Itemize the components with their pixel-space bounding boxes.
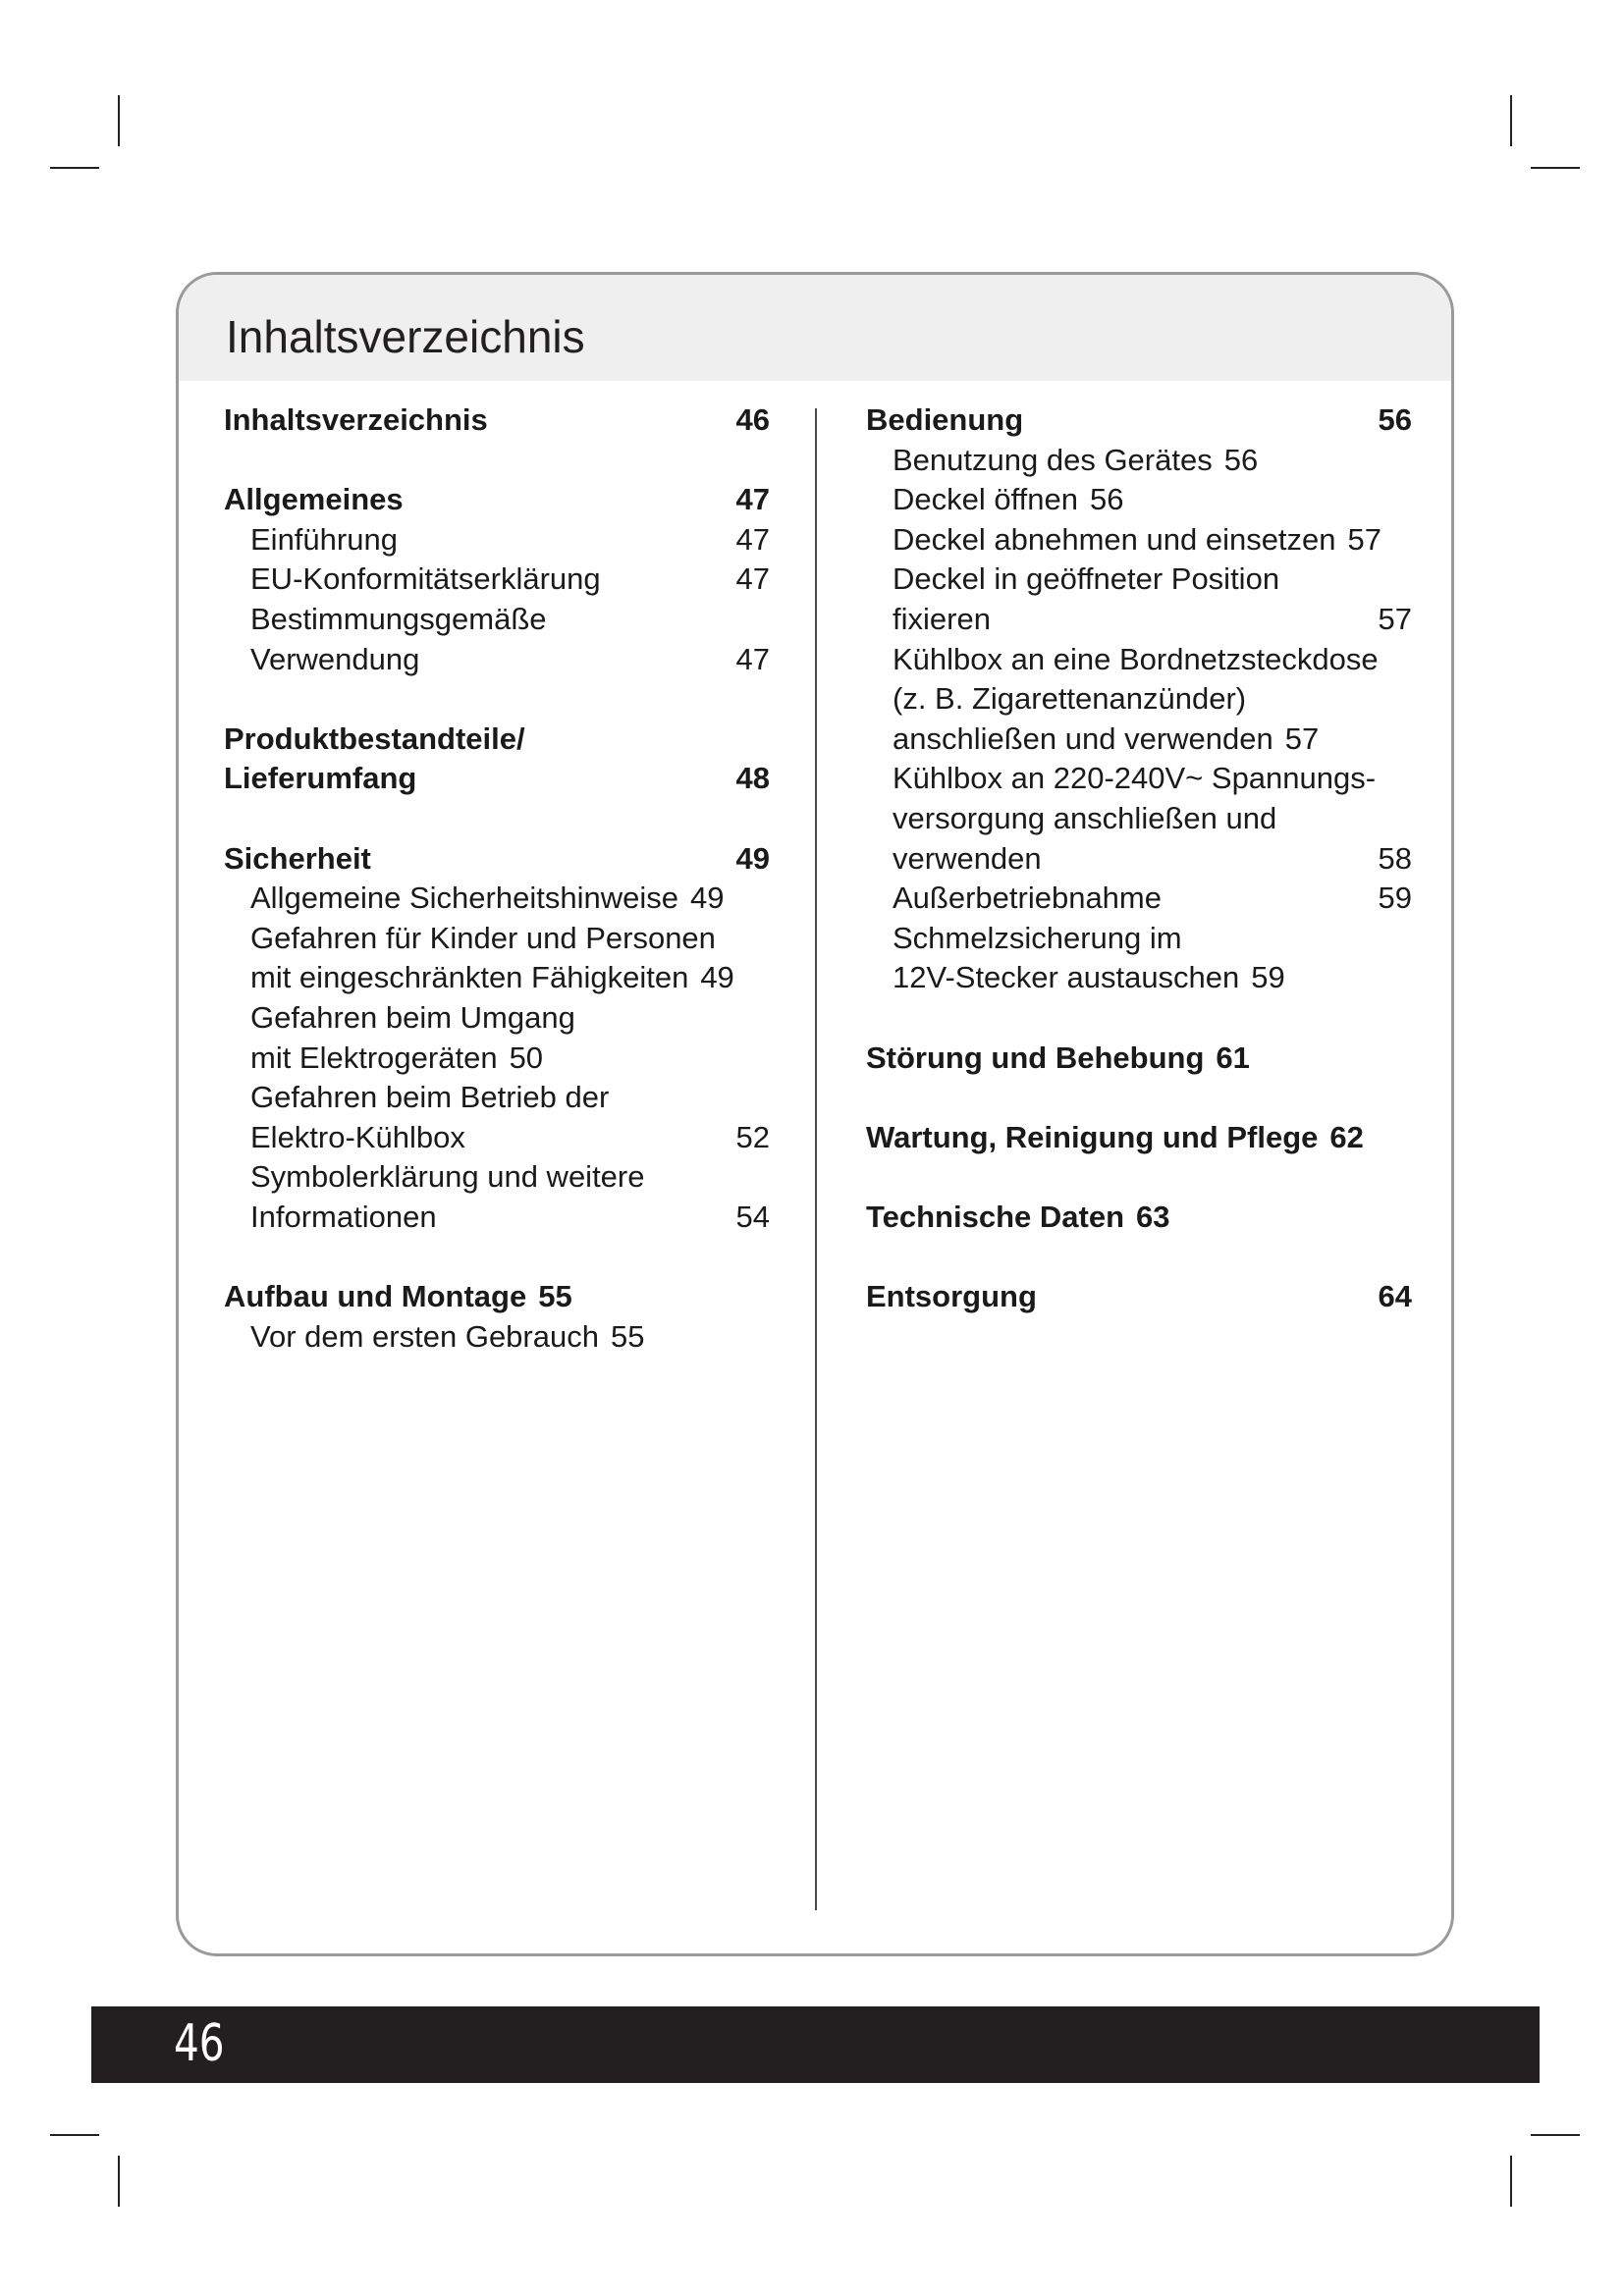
toc-entry-label: Elektro-Kühlbox [250, 1119, 465, 1154]
toc-section-entry[interactable] [866, 400, 1412, 441]
toc-entry-label: (z. B. Zigarettenanzünder) [893, 681, 1247, 717]
crop-mark-bottom-left-horizontal [50, 2134, 99, 2136]
toc-entry-label: Bedienung [866, 402, 1024, 437]
toc-entry-label: mit Elektrogeräten [250, 1040, 498, 1075]
toc-entry-label: anschließen und verwenden [893, 721, 1273, 756]
toc-entry-label: fixieren [893, 601, 991, 636]
toc-subsection-entry[interactable] [224, 998, 770, 1039]
column-divider [815, 408, 817, 1910]
toc-entry-label: Vor dem ersten Gebrauch [250, 1318, 599, 1354]
toc-entry-label: Außerbetriebnahme [893, 881, 1162, 916]
toc-section-entry[interactable] [224, 400, 770, 441]
toc-subsection-entry[interactable] [866, 679, 1412, 720]
toc-section-entry[interactable] [224, 1277, 770, 1317]
toc-entry-page: 48 [735, 761, 770, 796]
crop-mark-top-left-vertical [118, 95, 120, 146]
toc-entry-page: 61 [1216, 1040, 1250, 1075]
toc-entry-label: Aufbau und Montage [224, 1279, 527, 1314]
crop-mark-top-right-horizontal [1531, 167, 1580, 169]
toc-entry-page: 47 [735, 521, 770, 557]
toc-subsection-entry[interactable] [866, 441, 1412, 481]
crop-mark-bottom-left-vertical [118, 2156, 120, 2207]
toc-entry-page: 56 [1378, 402, 1412, 437]
crop-mark-bottom-right-vertical [1510, 2156, 1512, 2207]
toc-entry-page: 49 [735, 840, 770, 876]
toc-section-entry[interactable] [224, 839, 770, 880]
toc-subsection-entry[interactable] [224, 560, 770, 600]
toc-subsection-entry[interactable] [224, 1198, 770, 1238]
toc-entry-label: Produktbestandteile/ [224, 721, 525, 756]
toc-entry-label: Wartung, Reinigung und Pflege [866, 1119, 1319, 1154]
toc-entry-page: 55 [610, 1318, 645, 1354]
toc-entry-page: 64 [1378, 1279, 1412, 1314]
toc-entry-label: EU-Konformitätserklärung [250, 561, 601, 597]
toc-entry-page: 47 [735, 561, 770, 597]
toc-subsection-entry[interactable] [866, 480, 1412, 520]
toc-subsection-entry[interactable] [866, 560, 1412, 600]
toc-subsection-entry[interactable] [224, 879, 770, 919]
toc-subsection-entry[interactable] [866, 919, 1412, 959]
toc-entry-label: 12V-Stecker austauschen [893, 960, 1240, 995]
toc-entry-label: Gefahren beim Betrieb der [250, 1080, 610, 1115]
toc-subsection-entry[interactable] [866, 839, 1412, 880]
toc-entry-page: 55 [538, 1279, 572, 1314]
toc-right-column [866, 400, 1412, 1317]
toc-section-entry[interactable] [866, 1039, 1412, 1079]
toc-subsection-entry[interactable] [866, 720, 1412, 760]
toc-entry-page: 57 [1284, 721, 1320, 756]
toc-entry-page: 54 [735, 1199, 770, 1234]
toc-subsection-entry[interactable] [866, 799, 1412, 839]
toc-entry-label: Einführung [250, 521, 398, 557]
toc-panel [176, 272, 1454, 1956]
crop-mark-top-left-horizontal [50, 167, 99, 169]
toc-header [179, 275, 1451, 381]
toc-entry-page: 62 [1329, 1119, 1364, 1154]
toc-section-entry[interactable] [224, 759, 770, 799]
toc-subsection-entry[interactable] [866, 879, 1412, 919]
toc-subsection-entry[interactable] [224, 640, 770, 680]
toc-subsection-entry[interactable] [224, 1078, 770, 1118]
toc-section-entry[interactable] [866, 1277, 1412, 1317]
toc-entry-label: Informationen [250, 1199, 437, 1234]
toc-entry-label: Allgemeine Sicherheitshinweise [250, 881, 678, 916]
toc-entry-page: 56 [1090, 482, 1124, 517]
toc-subsection-entry[interactable] [224, 1157, 770, 1198]
toc-subsection-entry[interactable] [224, 520, 770, 561]
toc-entry-label: mit eingeschränkten Fähigkeiten [250, 960, 689, 995]
toc-subsection-entry[interactable] [866, 600, 1412, 640]
toc-entry-label: Kühlbox an 220-240V~ Spannungs- [893, 761, 1377, 796]
toc-subsection-entry[interactable] [866, 958, 1412, 998]
toc-entry-page: 63 [1136, 1199, 1170, 1234]
toc-entry-label: Allgemeines [224, 482, 404, 517]
toc-entry-page: 56 [1223, 442, 1259, 477]
toc-entry-label: verwenden [893, 840, 1042, 876]
toc-entry-page: 49 [689, 881, 725, 916]
toc-subsection-entry[interactable] [224, 919, 770, 959]
toc-entry-label: Benutzung des Gerätes [893, 442, 1213, 477]
toc-entry-label: Verwendung [250, 641, 420, 676]
toc-entry-page: 46 [735, 402, 770, 437]
toc-subsection-entry[interactable] [866, 759, 1412, 799]
toc-entry-label: Schmelzsicherung im [893, 920, 1182, 955]
toc-entry-page: 52 [735, 1119, 770, 1154]
footer-bar [91, 2006, 1540, 2083]
toc-entry-label: Inhaltsverzeichnis [224, 402, 488, 437]
toc-entry-page: 57 [1347, 521, 1382, 557]
toc-entry-label: Technische Daten [866, 1199, 1125, 1234]
toc-subsection-entry[interactable] [866, 640, 1412, 680]
toc-section-entry[interactable] [224, 720, 770, 760]
crop-mark-bottom-right-horizontal [1531, 2134, 1580, 2136]
toc-subsection-entry[interactable] [224, 958, 770, 998]
toc-section-entry[interactable] [224, 480, 770, 520]
toc-subsection-entry[interactable] [866, 520, 1412, 561]
toc-entry-label: Lieferumfang [224, 761, 417, 796]
toc-subsection-entry[interactable] [224, 1039, 770, 1079]
toc-entry-label: Deckel öffnen [893, 482, 1078, 517]
toc-subsection-entry[interactable] [224, 600, 770, 640]
page-number: 46 [174, 2014, 225, 2073]
toc-entry-label: Kühlbox an eine Bordnetzsteckdose [893, 641, 1379, 676]
toc-entry-page: 47 [735, 482, 770, 517]
toc-entry-label: versorgung anschließen und [893, 800, 1277, 835]
toc-entry-label: Deckel in geöffneter Position [893, 561, 1280, 597]
toc-entry-page: 59 [1378, 881, 1412, 916]
toc-left-column [224, 400, 770, 1357]
toc-entry-page: 47 [735, 641, 770, 676]
toc-entry-label: Symbolerklärung und weitere [250, 1159, 645, 1195]
toc-entry-page: 50 [509, 1040, 544, 1075]
toc-entry-page: 49 [700, 960, 734, 995]
crop-mark-top-right-vertical [1510, 95, 1512, 146]
toc-section-entry[interactable] [866, 1198, 1412, 1238]
toc-entry-label: Deckel abnehmen und einsetzen [893, 521, 1336, 557]
toc-entry-label: Gefahren für Kinder und Personen [250, 920, 716, 955]
toc-entry-page: 57 [1378, 601, 1412, 636]
page-title: Inhaltsverzeichnis [226, 311, 585, 362]
toc-subsection-entry[interactable] [224, 1317, 770, 1358]
toc-entry-label: Entsorgung [866, 1279, 1037, 1314]
toc-entry-label: Bestimmungsgemäße [250, 601, 547, 636]
toc-entry-label: Störung und Behebung [866, 1040, 1205, 1075]
toc-entry-page: 58 [1378, 840, 1412, 876]
toc-entry-page: 59 [1251, 960, 1285, 995]
toc-section-entry[interactable] [866, 1118, 1412, 1158]
toc-entry-label: Gefahren beim Umgang [250, 999, 575, 1035]
toc-subsection-entry[interactable] [224, 1118, 770, 1158]
toc-entry-label: Sicherheit [224, 840, 371, 876]
